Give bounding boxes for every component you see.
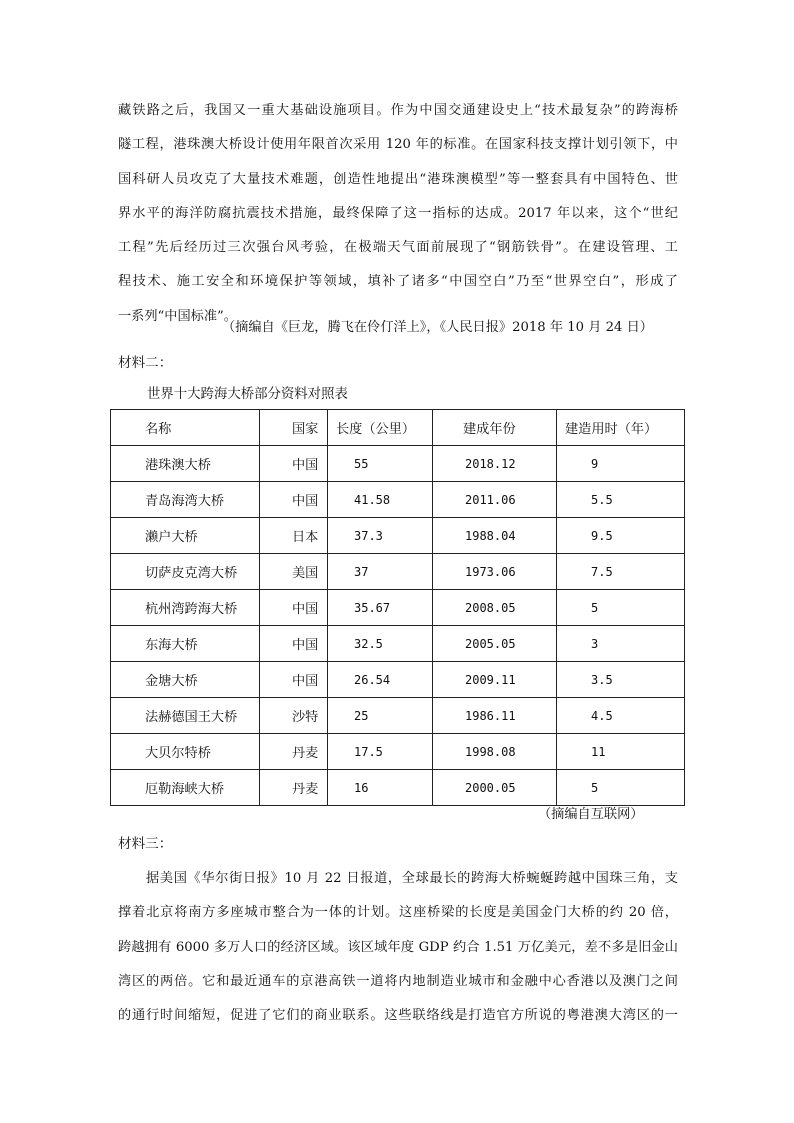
year-cell: 1986.11 <box>433 698 557 734</box>
duration-cell: 5 <box>557 770 685 806</box>
year-cell: 2008.05 <box>433 590 557 626</box>
text-line: 的通行时间缩短，促进了它们的商业联系。这些联络线是打造官方所说的粤港澳大湾区的一 <box>118 1008 678 1024</box>
table-row <box>111 554 685 590</box>
duration-cell: 5.5 <box>557 482 685 518</box>
duration-cell: 3.5 <box>557 662 685 698</box>
duration-cell: 7.5 <box>557 554 685 590</box>
year-cell: 2005.05 <box>433 626 557 662</box>
table-header-row <box>111 410 685 446</box>
bridge-name-cell: 青岛海湾大桥 <box>111 482 260 518</box>
length-cell: 26.54 <box>328 662 433 698</box>
bridge-name-cell: 切萨皮克湾大桥 <box>111 554 260 590</box>
bridge-name-cell: 濑户大桥 <box>111 518 260 554</box>
material3-heading: 材料三： <box>118 836 173 852</box>
country-cell: 中国 <box>260 446 328 482</box>
text-line: 跨越拥有 6000 多万人口的经济区域。该区域年度 GDP 约合 1.51 万亿美元，差不多是旧金山 <box>118 939 678 955</box>
bridge-name-cell: 东海大桥 <box>111 626 260 662</box>
table-row <box>111 770 685 806</box>
year-cell: 2000.05 <box>433 770 557 806</box>
table-row <box>111 590 685 626</box>
duration-cell: 11 <box>557 734 685 770</box>
table-row <box>111 446 685 482</box>
country-cell: 丹麦 <box>260 734 328 770</box>
table-row <box>111 518 685 554</box>
bridge-name-cell: 金塘大桥 <box>111 662 260 698</box>
length-cell: 16 <box>328 770 433 806</box>
country-cell: 日本 <box>260 518 328 554</box>
text-line: 工程”先后经历过三次强台风考验，在极端天气面前展现了“钢筋铁骨”。在建设管理、工 <box>118 240 678 256</box>
text-line: 程技术、施工安全和环境保护等领域，填补了诸多“中国空白”乃至“世界空白”，形成了 <box>118 274 678 290</box>
year-cell: 2011.06 <box>433 482 557 518</box>
material3-paragraph <box>118 862 678 1033</box>
duration-cell: 5 <box>557 590 685 626</box>
year-cell: 1988.04 <box>433 518 557 554</box>
year-cell: 1973.06 <box>433 554 557 590</box>
text-line: 隧工程，港珠澳大桥设计使用年限首次采用 120 年的标准。在国家科技支撑计划引领下，中 <box>118 137 678 153</box>
material1-paragraph <box>118 94 678 334</box>
length-cell: 17.5 <box>328 734 433 770</box>
length-cell: 41.58 <box>328 482 433 518</box>
material2-heading: 材料二： <box>118 355 173 371</box>
text-line: 一系列“中国标准”。 <box>118 308 237 324</box>
column-header-length: 长度（公里） <box>328 410 433 446</box>
country-cell: 沙特 <box>260 698 328 734</box>
bridge-name-cell: 杭州湾跨海大桥 <box>111 590 260 626</box>
text-line: 藏铁路之后，我国又一重大基础设施项目。作为中国交通建设史上“技术最复杂”的跨海桥 <box>118 103 678 118</box>
table-row <box>111 698 685 734</box>
text-line: 界水平的海洋防腐抗震技术措施，最终保障了这一指标的达成。2017 年以来，这个“世纪 <box>118 205 678 221</box>
length-cell: 35.67 <box>328 590 433 626</box>
country-cell: 美国 <box>260 554 328 590</box>
material2-source: （摘编自互联网） <box>538 807 644 822</box>
length-cell: 37 <box>328 554 433 590</box>
duration-cell: 9 <box>557 446 685 482</box>
year-cell: 2018.12 <box>433 446 557 482</box>
text-line: 撑着北京将南方多座城市整合为一体的计划。这座桥梁的长度是美国金门大桥的约 20 倍， <box>118 905 678 921</box>
table-row <box>111 626 685 662</box>
length-cell: 55 <box>328 446 433 482</box>
column-header-year: 建成年份 <box>433 410 557 446</box>
country-cell: 中国 <box>260 590 328 626</box>
bridge-name-cell: 港珠澳大桥 <box>111 446 260 482</box>
length-cell: 37.3 <box>328 518 433 554</box>
bridge-name-cell: 厄勒海峡大桥 <box>111 770 260 806</box>
column-header-country: 国家 <box>260 410 328 446</box>
duration-cell: 4.5 <box>557 698 685 734</box>
material1-source: （摘编自《巨龙，腾飞在伶仃洋上》，《人民日报》2018 年 10 月 24 日） <box>222 320 653 335</box>
table-caption: 世界十大跨海大桥部分资料对照表 <box>147 387 348 402</box>
table-row <box>111 734 685 770</box>
column-header-name: 名称 <box>111 410 260 446</box>
duration-cell: 3 <box>557 626 685 662</box>
length-cell: 32.5 <box>328 626 433 662</box>
country-cell: 中国 <box>260 626 328 662</box>
bridge-name-cell: 法赫德国王大桥 <box>111 698 260 734</box>
column-header-duration: 建造用时（年） <box>557 410 685 446</box>
table-row <box>111 662 685 698</box>
bridge-comparison-table <box>110 409 685 806</box>
length-cell: 25 <box>328 698 433 734</box>
text-line: 湾区的两倍。它和最近通车的京港高铁一道将内地制造业城市和金融中心香港以及澳门之间 <box>118 973 678 989</box>
country-cell: 中国 <box>260 482 328 518</box>
bridge-name-cell: 大贝尔特桥 <box>111 734 260 770</box>
country-cell: 丹麦 <box>260 770 328 806</box>
year-cell: 2009.11 <box>433 662 557 698</box>
table-row <box>111 482 685 518</box>
text-line: 国科研人员攻克了大量技术难题，创造性地提出“港珠澳模型”等一整套具有中国特色、世 <box>118 171 678 187</box>
text-line: 据美国《华尔街日报》10 月 22 日报道，全球最长的跨海大桥蜿蜒跨越中国珠三角，支 <box>146 871 678 886</box>
year-cell: 1998.08 <box>433 734 557 770</box>
country-cell: 中国 <box>260 662 328 698</box>
duration-cell: 9.5 <box>557 518 685 554</box>
